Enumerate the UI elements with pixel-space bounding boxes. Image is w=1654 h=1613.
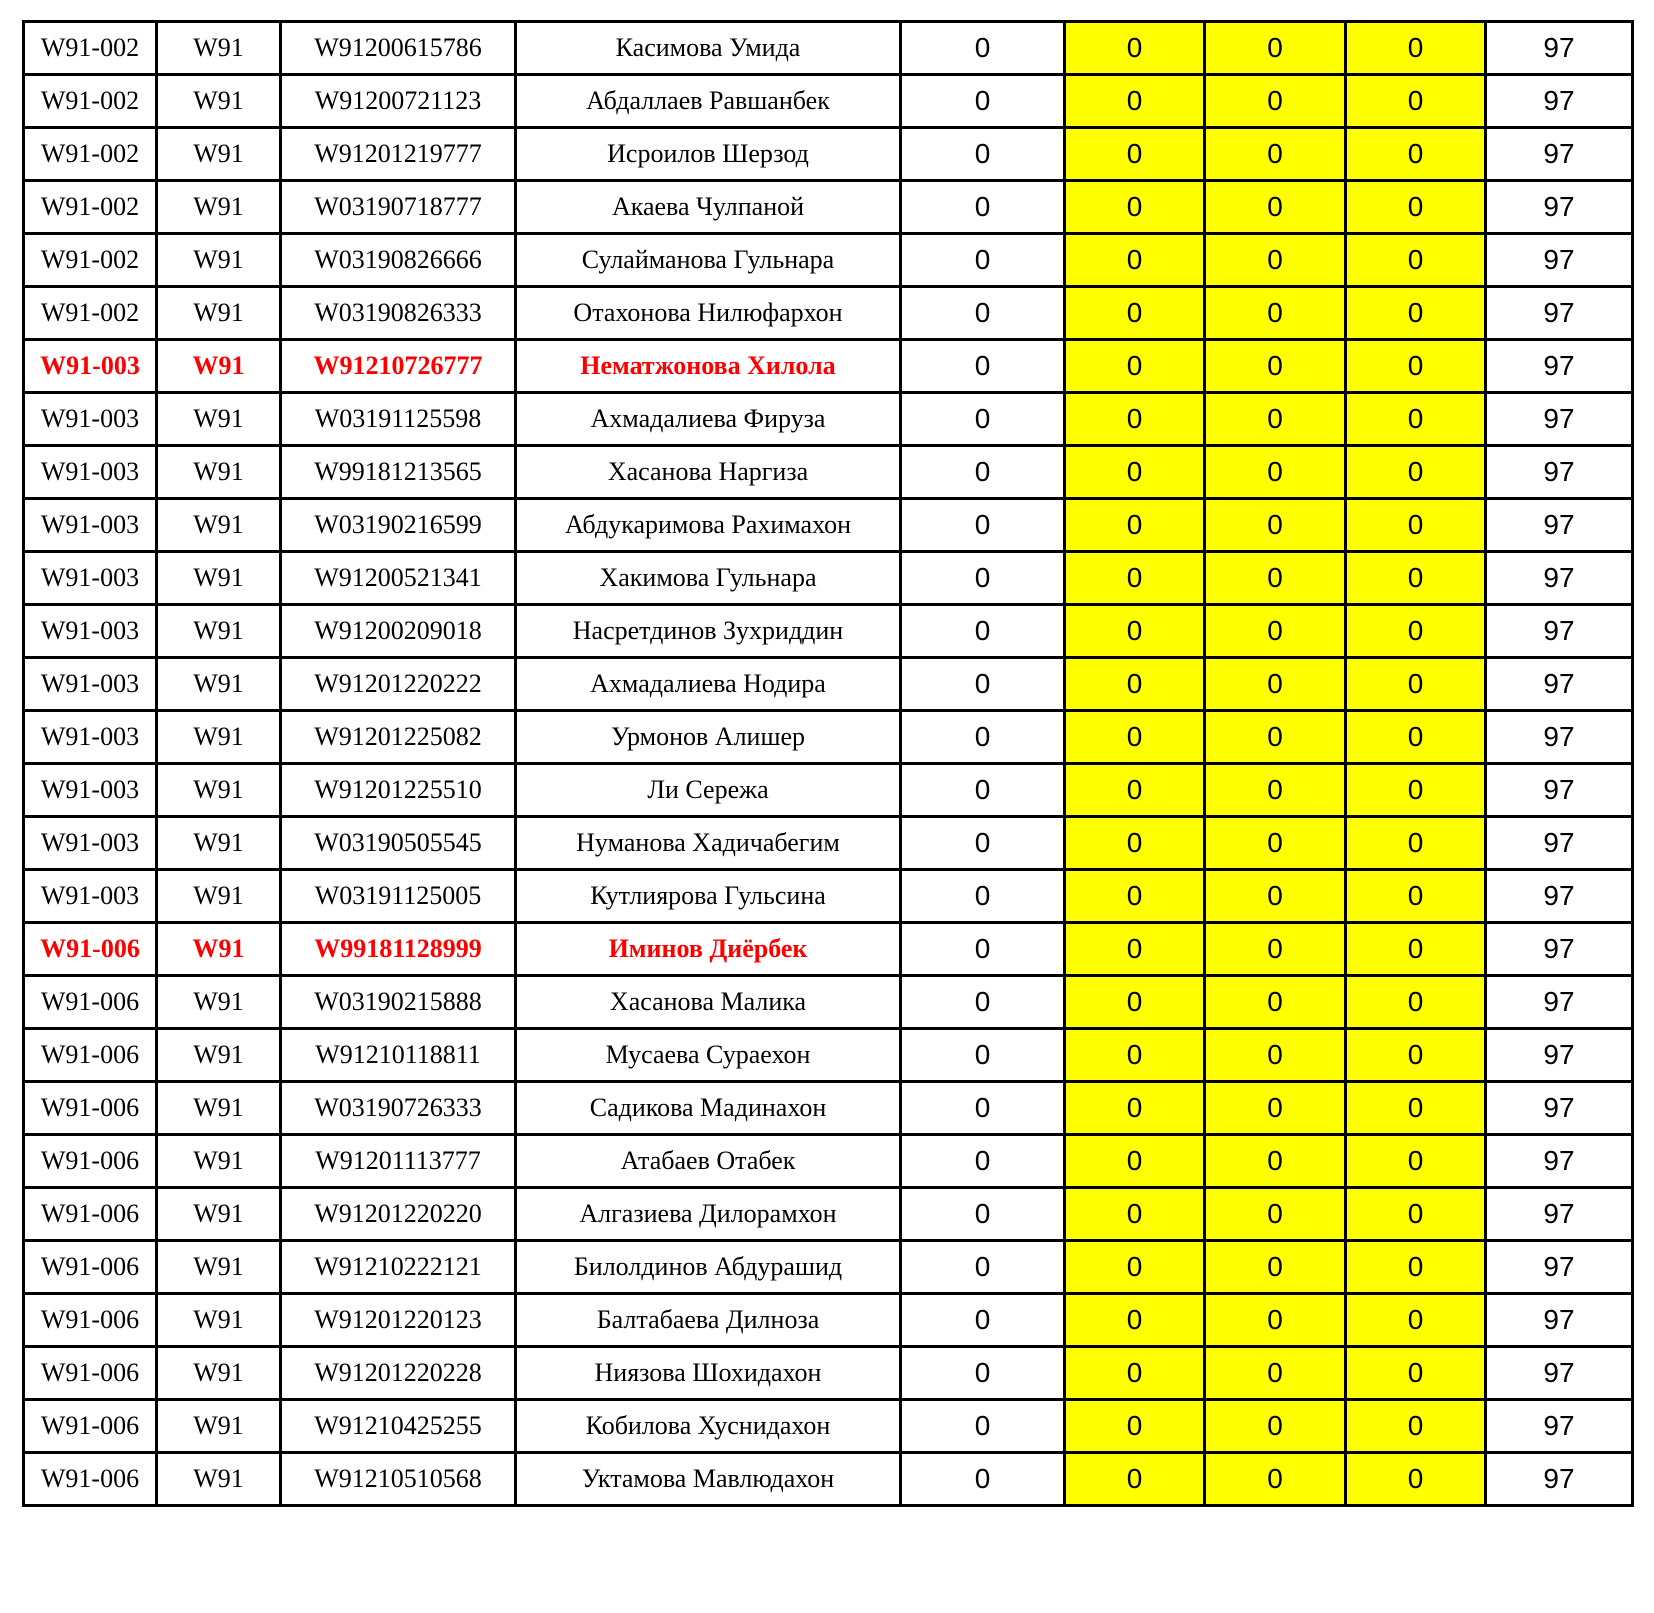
branch-code-cell: W91	[157, 976, 281, 1029]
score-cell-4: 0	[1346, 1294, 1486, 1347]
score-cell-1: 0	[901, 393, 1065, 446]
total-cell: 97	[1486, 1294, 1633, 1347]
branch-code-cell: W91	[157, 711, 281, 764]
score-cell-4: 0	[1346, 1453, 1486, 1506]
total-cell: 97	[1486, 817, 1633, 870]
student-id-cell: W91200209018	[281, 605, 516, 658]
score-cell-3: 0	[1205, 1082, 1346, 1135]
group-code-cell: W91-002	[24, 75, 157, 128]
group-code-cell: W91-002	[24, 181, 157, 234]
student-name-cell: Исроилов Шерзод	[516, 128, 901, 181]
score-cell-4: 0	[1346, 764, 1486, 817]
student-id-cell: W03190216599	[281, 499, 516, 552]
score-cell-3: 0	[1205, 75, 1346, 128]
group-code-cell: W91-006	[24, 1188, 157, 1241]
score-cell-4: 0	[1346, 605, 1486, 658]
group-code-cell: W91-003	[24, 711, 157, 764]
total-cell: 97	[1486, 976, 1633, 1029]
score-cell-2: 0	[1065, 340, 1205, 393]
total-cell: 97	[1486, 605, 1633, 658]
student-name-cell: Абдаллаев Равшанбек	[516, 75, 901, 128]
student-id-cell: W91210425255	[281, 1400, 516, 1453]
score-cell-3: 0	[1205, 1294, 1346, 1347]
score-cell-3: 0	[1205, 1347, 1346, 1400]
student-name-cell: Уктамова Мавлюдахон	[516, 1453, 901, 1506]
score-cell-3: 0	[1205, 22, 1346, 75]
table-row	[24, 1453, 1633, 1506]
score-cell-3: 0	[1205, 711, 1346, 764]
group-code-cell: W91-006	[24, 1347, 157, 1400]
student-name-cell: Садикова Мадинахон	[516, 1082, 901, 1135]
score-cell-4: 0	[1346, 1347, 1486, 1400]
score-cell-2: 0	[1065, 1029, 1205, 1082]
branch-code-cell: W91	[157, 1135, 281, 1188]
score-cell-2: 0	[1065, 870, 1205, 923]
score-cell-3: 0	[1205, 340, 1346, 393]
group-code-cell: W91-003	[24, 870, 157, 923]
score-cell-3: 0	[1205, 446, 1346, 499]
score-cell-4: 0	[1346, 1241, 1486, 1294]
group-code-cell: W91-006	[24, 923, 157, 976]
score-cell-3: 0	[1205, 764, 1346, 817]
branch-code-cell: W91	[157, 870, 281, 923]
total-cell: 97	[1486, 1188, 1633, 1241]
student-name-cell: Кутлиярова Гульсина	[516, 870, 901, 923]
score-cell-1: 0	[901, 1347, 1065, 1400]
student-id-cell: W91201220220	[281, 1188, 516, 1241]
group-code-cell: W91-003	[24, 764, 157, 817]
group-code-cell: W91-003	[24, 605, 157, 658]
table-row-highlighted	[24, 923, 1633, 976]
total-cell: 97	[1486, 181, 1633, 234]
student-id-cell: W91210510568	[281, 1453, 516, 1506]
score-cell-2: 0	[1065, 393, 1205, 446]
student-name-cell: Кобилова Хуснидахон	[516, 1400, 901, 1453]
branch-code-cell: W91	[157, 1347, 281, 1400]
total-cell: 97	[1486, 1082, 1633, 1135]
table-row	[24, 499, 1633, 552]
table-row	[24, 1294, 1633, 1347]
score-cell-2: 0	[1065, 128, 1205, 181]
student-id-cell: W03191125598	[281, 393, 516, 446]
score-cell-4: 0	[1346, 1188, 1486, 1241]
branch-code-cell: W91	[157, 1188, 281, 1241]
score-cell-2: 0	[1065, 711, 1205, 764]
student-name-cell: Алгазиева Дилорамхон	[516, 1188, 901, 1241]
student-id-cell: W99181213565	[281, 446, 516, 499]
group-code-cell: W91-006	[24, 976, 157, 1029]
group-code-cell: W91-002	[24, 234, 157, 287]
score-cell-2: 0	[1065, 1400, 1205, 1453]
score-cell-2: 0	[1065, 764, 1205, 817]
table-row	[24, 1400, 1633, 1453]
group-code-cell: W91-006	[24, 1294, 157, 1347]
score-cell-3: 0	[1205, 923, 1346, 976]
score-cell-2: 0	[1065, 234, 1205, 287]
table-row	[24, 1241, 1633, 1294]
score-cell-4: 0	[1346, 552, 1486, 605]
score-cell-2: 0	[1065, 75, 1205, 128]
student-id-cell: W03190826666	[281, 234, 516, 287]
branch-code-cell: W91	[157, 234, 281, 287]
score-cell-1: 0	[901, 976, 1065, 1029]
student-name-cell: Хасанова Наргиза	[516, 446, 901, 499]
student-id-cell: W03190726333	[281, 1082, 516, 1135]
score-cell-1: 0	[901, 658, 1065, 711]
student-name-cell: Билолдинов Абдурашид	[516, 1241, 901, 1294]
total-cell: 97	[1486, 764, 1633, 817]
score-cell-1: 0	[901, 446, 1065, 499]
student-name-cell: Хасанова Малика	[516, 976, 901, 1029]
score-cell-2: 0	[1065, 817, 1205, 870]
branch-code-cell: W91	[157, 817, 281, 870]
student-id-cell: W99181128999	[281, 923, 516, 976]
score-cell-2: 0	[1065, 1453, 1205, 1506]
total-cell: 97	[1486, 340, 1633, 393]
total-cell: 97	[1486, 870, 1633, 923]
score-cell-3: 0	[1205, 181, 1346, 234]
group-code-cell: W91-003	[24, 499, 157, 552]
table-row	[24, 711, 1633, 764]
score-cell-4: 0	[1346, 923, 1486, 976]
score-cell-2: 0	[1065, 658, 1205, 711]
table-row	[24, 552, 1633, 605]
group-code-cell: W91-003	[24, 658, 157, 711]
score-cell-1: 0	[901, 181, 1065, 234]
score-cell-3: 0	[1205, 393, 1346, 446]
group-code-cell: W91-006	[24, 1453, 157, 1506]
total-cell: 97	[1486, 393, 1633, 446]
score-cell-1: 0	[901, 128, 1065, 181]
score-cell-1: 0	[901, 605, 1065, 658]
score-cell-3: 0	[1205, 287, 1346, 340]
score-cell-3: 0	[1205, 605, 1346, 658]
student-id-cell: W91210118811	[281, 1029, 516, 1082]
score-cell-2: 0	[1065, 1294, 1205, 1347]
score-cell-4: 0	[1346, 1400, 1486, 1453]
group-code-cell: W91-002	[24, 22, 157, 75]
student-id-cell: W91201113777	[281, 1135, 516, 1188]
total-cell: 97	[1486, 234, 1633, 287]
student-name-cell: Иминов Диёрбек	[516, 923, 901, 976]
table-row	[24, 22, 1633, 75]
score-cell-4: 0	[1346, 181, 1486, 234]
student-id-cell: W91200615786	[281, 22, 516, 75]
student-id-cell: W91201225510	[281, 764, 516, 817]
score-cell-3: 0	[1205, 499, 1346, 552]
score-cell-1: 0	[901, 1135, 1065, 1188]
branch-code-cell: W91	[157, 658, 281, 711]
branch-code-cell: W91	[157, 287, 281, 340]
score-cell-1: 0	[901, 870, 1065, 923]
branch-code-cell: W91	[157, 605, 281, 658]
score-cell-2: 0	[1065, 552, 1205, 605]
score-cell-1: 0	[901, 1241, 1065, 1294]
score-cell-4: 0	[1346, 22, 1486, 75]
score-cell-2: 0	[1065, 1347, 1205, 1400]
branch-code-cell: W91	[157, 1294, 281, 1347]
score-cell-4: 0	[1346, 287, 1486, 340]
student-name-cell: Ахмадалиева Нодира	[516, 658, 901, 711]
group-code-cell: W91-006	[24, 1400, 157, 1453]
branch-code-cell: W91	[157, 1453, 281, 1506]
student-id-cell: W91201225082	[281, 711, 516, 764]
student-id-cell: W91201220228	[281, 1347, 516, 1400]
score-cell-3: 0	[1205, 1400, 1346, 1453]
branch-code-cell: W91	[157, 128, 281, 181]
total-cell: 97	[1486, 711, 1633, 764]
table-row	[24, 764, 1633, 817]
score-cell-1: 0	[901, 75, 1065, 128]
table-row	[24, 976, 1633, 1029]
score-cell-4: 0	[1346, 658, 1486, 711]
group-code-cell: W91-006	[24, 1082, 157, 1135]
total-cell: 97	[1486, 1453, 1633, 1506]
student-id-cell: W03191125005	[281, 870, 516, 923]
branch-code-cell: W91	[157, 1029, 281, 1082]
group-code-cell: W91-002	[24, 287, 157, 340]
group-code-cell: W91-003	[24, 552, 157, 605]
student-id-cell: W91210222121	[281, 1241, 516, 1294]
group-code-cell: W91-003	[24, 340, 157, 393]
table-row	[24, 658, 1633, 711]
table-row	[24, 234, 1633, 287]
score-cell-4: 0	[1346, 976, 1486, 1029]
student-name-cell: Хакимова Гульнара	[516, 552, 901, 605]
group-code-cell: W91-003	[24, 393, 157, 446]
score-cell-1: 0	[901, 1029, 1065, 1082]
table-row	[24, 128, 1633, 181]
score-cell-4: 0	[1346, 870, 1486, 923]
score-cell-4: 0	[1346, 393, 1486, 446]
table-row	[24, 605, 1633, 658]
score-cell-3: 0	[1205, 128, 1346, 181]
branch-code-cell: W91	[157, 393, 281, 446]
score-cell-3: 0	[1205, 870, 1346, 923]
score-cell-3: 0	[1205, 976, 1346, 1029]
total-cell: 97	[1486, 1135, 1633, 1188]
score-cell-2: 0	[1065, 446, 1205, 499]
total-cell: 97	[1486, 499, 1633, 552]
score-cell-4: 0	[1346, 446, 1486, 499]
total-cell: 97	[1486, 1347, 1633, 1400]
score-cell-4: 0	[1346, 711, 1486, 764]
score-cell-1: 0	[901, 1400, 1065, 1453]
score-cell-2: 0	[1065, 1188, 1205, 1241]
table-row	[24, 817, 1633, 870]
score-cell-1: 0	[901, 287, 1065, 340]
results-table	[22, 20, 1634, 1507]
student-name-cell: Балтабаева Дилноза	[516, 1294, 901, 1347]
table-row	[24, 1188, 1633, 1241]
branch-code-cell: W91	[157, 764, 281, 817]
score-cell-1: 0	[901, 817, 1065, 870]
total-cell: 97	[1486, 75, 1633, 128]
score-cell-3: 0	[1205, 1188, 1346, 1241]
score-cell-3: 0	[1205, 1453, 1346, 1506]
branch-code-cell: W91	[157, 22, 281, 75]
student-name-cell: Урмонов Алишер	[516, 711, 901, 764]
score-cell-1: 0	[901, 711, 1065, 764]
student-id-cell: W91200521341	[281, 552, 516, 605]
student-name-cell: Нуманова Хадичабегим	[516, 817, 901, 870]
student-id-cell: W03190826333	[281, 287, 516, 340]
score-cell-3: 0	[1205, 552, 1346, 605]
student-id-cell: W91201220222	[281, 658, 516, 711]
table-row	[24, 1135, 1633, 1188]
student-name-cell: Ниязова Шохидахон	[516, 1347, 901, 1400]
score-cell-4: 0	[1346, 817, 1486, 870]
score-cell-4: 0	[1346, 75, 1486, 128]
student-id-cell: W91201220123	[281, 1294, 516, 1347]
total-cell: 97	[1486, 1029, 1633, 1082]
score-cell-4: 0	[1346, 1135, 1486, 1188]
score-cell-2: 0	[1065, 181, 1205, 234]
score-cell-3: 0	[1205, 1135, 1346, 1188]
score-cell-3: 0	[1205, 1241, 1346, 1294]
total-cell: 97	[1486, 658, 1633, 711]
student-name-cell: Атабаев Отабек	[516, 1135, 901, 1188]
total-cell: 97	[1486, 128, 1633, 181]
student-name-cell: Мусаева Сураехон	[516, 1029, 901, 1082]
table-row	[24, 393, 1633, 446]
table-row	[24, 75, 1633, 128]
score-cell-1: 0	[901, 499, 1065, 552]
branch-code-cell: W91	[157, 1400, 281, 1453]
total-cell: 97	[1486, 446, 1633, 499]
results-table-body	[24, 22, 1633, 1506]
branch-code-cell: W91	[157, 1241, 281, 1294]
score-cell-2: 0	[1065, 1082, 1205, 1135]
score-cell-2: 0	[1065, 1135, 1205, 1188]
branch-code-cell: W91	[157, 552, 281, 605]
score-cell-1: 0	[901, 764, 1065, 817]
student-name-cell: Отахонова Нилюфархон	[516, 287, 901, 340]
branch-code-cell: W91	[157, 499, 281, 552]
student-name-cell: Ли Сережа	[516, 764, 901, 817]
student-id-cell: W03190215888	[281, 976, 516, 1029]
score-cell-1: 0	[901, 234, 1065, 287]
branch-code-cell: W91	[157, 75, 281, 128]
score-cell-4: 0	[1346, 128, 1486, 181]
score-cell-4: 0	[1346, 1029, 1486, 1082]
student-name-cell: Нематжонова Хилола	[516, 340, 901, 393]
table-row	[24, 1029, 1633, 1082]
score-cell-3: 0	[1205, 234, 1346, 287]
branch-code-cell: W91	[157, 340, 281, 393]
score-cell-1: 0	[901, 1294, 1065, 1347]
branch-code-cell: W91	[157, 1082, 281, 1135]
group-code-cell: W91-006	[24, 1029, 157, 1082]
group-code-cell: W91-006	[24, 1135, 157, 1188]
score-cell-3: 0	[1205, 1029, 1346, 1082]
table-row	[24, 287, 1633, 340]
group-code-cell: W91-003	[24, 446, 157, 499]
score-cell-1: 0	[901, 22, 1065, 75]
score-cell-2: 0	[1065, 1241, 1205, 1294]
table-row-highlighted	[24, 340, 1633, 393]
table-row	[24, 181, 1633, 234]
student-name-cell: Сулайманова Гульнара	[516, 234, 901, 287]
student-id-cell: W91200721123	[281, 75, 516, 128]
score-cell-1: 0	[901, 1453, 1065, 1506]
student-id-cell: W03190718777	[281, 181, 516, 234]
total-cell: 97	[1486, 22, 1633, 75]
score-cell-3: 0	[1205, 658, 1346, 711]
score-cell-2: 0	[1065, 605, 1205, 658]
student-name-cell: Касимова Умида	[516, 22, 901, 75]
total-cell: 97	[1486, 287, 1633, 340]
student-id-cell: W03190505545	[281, 817, 516, 870]
score-cell-2: 0	[1065, 923, 1205, 976]
student-name-cell: Насретдинов Зухриддин	[516, 605, 901, 658]
score-cell-4: 0	[1346, 340, 1486, 393]
group-code-cell: W91-003	[24, 817, 157, 870]
student-name-cell: Абдукаримова Рахимахон	[516, 499, 901, 552]
student-name-cell: Ахмадалиева Фируза	[516, 393, 901, 446]
score-cell-1: 0	[901, 340, 1065, 393]
score-cell-4: 0	[1346, 499, 1486, 552]
table-row	[24, 870, 1633, 923]
table-row	[24, 1347, 1633, 1400]
branch-code-cell: W91	[157, 181, 281, 234]
score-cell-2: 0	[1065, 976, 1205, 1029]
branch-code-cell: W91	[157, 923, 281, 976]
score-cell-1: 0	[901, 923, 1065, 976]
table-row	[24, 446, 1633, 499]
group-code-cell: W91-002	[24, 128, 157, 181]
student-id-cell: W91201219777	[281, 128, 516, 181]
score-cell-2: 0	[1065, 287, 1205, 340]
student-id-cell: W91210726777	[281, 340, 516, 393]
table-row	[24, 1082, 1633, 1135]
score-cell-2: 0	[1065, 499, 1205, 552]
total-cell: 97	[1486, 1241, 1633, 1294]
score-cell-3: 0	[1205, 817, 1346, 870]
score-cell-4: 0	[1346, 234, 1486, 287]
score-cell-2: 0	[1065, 22, 1205, 75]
score-cell-1: 0	[901, 1082, 1065, 1135]
score-cell-1: 0	[901, 1188, 1065, 1241]
score-cell-1: 0	[901, 552, 1065, 605]
total-cell: 97	[1486, 552, 1633, 605]
total-cell: 97	[1486, 1400, 1633, 1453]
student-name-cell: Акаева Чулпаной	[516, 181, 901, 234]
group-code-cell: W91-006	[24, 1241, 157, 1294]
score-cell-4: 0	[1346, 1082, 1486, 1135]
branch-code-cell: W91	[157, 446, 281, 499]
total-cell: 97	[1486, 923, 1633, 976]
